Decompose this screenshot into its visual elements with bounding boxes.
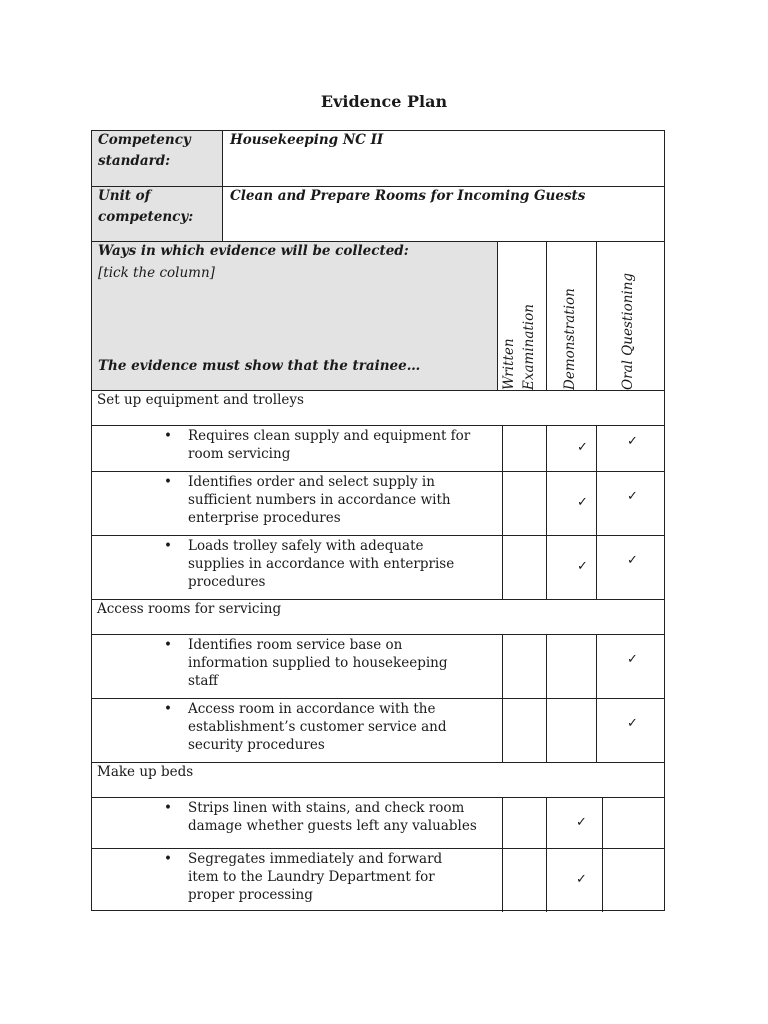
criterion-text: damage whether guests left any valuables xyxy=(188,818,477,834)
divider xyxy=(91,535,664,536)
divider xyxy=(546,848,547,912)
divider xyxy=(546,471,547,535)
criterion-text: staff xyxy=(188,673,218,689)
criterion-text: supplies in accordance with enterprise xyxy=(188,556,455,572)
divider xyxy=(546,241,547,390)
demonstration-check-icon: ✓ xyxy=(576,872,587,887)
column-header-written: Examination xyxy=(521,304,537,390)
criterion-text: establishment’s customer service and xyxy=(188,719,447,735)
divider xyxy=(596,425,597,471)
oral-check-icon: ✓ xyxy=(627,434,638,449)
divider xyxy=(596,535,597,599)
divider xyxy=(91,634,664,635)
divider xyxy=(91,848,664,849)
section-heading: Make up beds xyxy=(97,764,194,780)
bullet-point: • xyxy=(164,851,172,867)
unit-of-competency-label: competency: xyxy=(98,209,194,225)
criterion-text: Identifies order and select supply in xyxy=(188,474,435,490)
divider xyxy=(546,425,547,471)
divider xyxy=(502,848,503,912)
criterion-text: security procedures xyxy=(188,737,325,753)
unit-of-competency-value: Clean and Prepare Rooms for Incoming Guests xyxy=(230,188,586,204)
divider xyxy=(602,797,603,848)
bullet-point: • xyxy=(164,474,172,490)
competency-standard-label: Competency xyxy=(98,132,191,148)
divider xyxy=(602,848,603,912)
section-heading: Access rooms for servicing xyxy=(97,601,282,617)
oral-check-icon: ✓ xyxy=(627,652,638,667)
column-header-written: Written xyxy=(501,338,517,390)
divider xyxy=(596,698,597,762)
unit-of-competency-label: Unit of xyxy=(98,188,151,204)
divider xyxy=(502,535,503,599)
column-header-oral: Oral Questioning xyxy=(620,272,636,390)
divider xyxy=(91,698,664,699)
divider xyxy=(596,241,597,390)
demonstration-check-icon: ✓ xyxy=(577,559,588,574)
demonstration-check-icon: ✓ xyxy=(576,815,587,830)
divider xyxy=(502,797,503,848)
bullet-point: • xyxy=(164,538,172,554)
divider xyxy=(546,535,547,599)
demonstration-check-icon: ✓ xyxy=(577,440,588,455)
divider xyxy=(546,634,547,698)
bullet-point: • xyxy=(164,428,172,444)
divider xyxy=(502,471,503,535)
oral-check-icon: ✓ xyxy=(627,716,638,731)
divider xyxy=(91,797,664,798)
ways-heading: Ways in which evidence will be collected: xyxy=(98,243,409,259)
criterion-text: item to the Laundry Department for xyxy=(188,869,435,885)
criterion-text: Access room in accordance with the xyxy=(188,701,436,717)
section-heading: Set up equipment and trolleys xyxy=(97,392,304,408)
divider xyxy=(596,471,597,535)
criterion-text: Requires clean supply and equipment for xyxy=(188,428,471,444)
criterion-text: Segregates immediately and forward xyxy=(188,851,443,867)
criterion-text: Strips linen with stains, and check room xyxy=(188,800,465,816)
competency-standard-value: Housekeeping NC II xyxy=(230,132,384,148)
page-title: Evidence Plan xyxy=(320,92,448,111)
divider xyxy=(502,425,503,471)
divider xyxy=(91,471,664,472)
divider xyxy=(502,698,503,762)
criterion-text: proper processing xyxy=(188,887,313,903)
demonstration-check-icon: ✓ xyxy=(577,495,588,510)
bullet-point: • xyxy=(164,637,172,653)
divider xyxy=(546,698,547,762)
criterion-text: information supplied to housekeeping xyxy=(188,655,448,671)
criterion-text: sufficient numbers in accordance with xyxy=(188,492,451,508)
criterion-text: room servicing xyxy=(188,446,291,462)
criterion-text: Loads trolley safely with adequate xyxy=(188,538,424,554)
evidence-statement: The evidence must show that the trainee… xyxy=(98,358,421,374)
divider xyxy=(222,130,223,241)
divider xyxy=(546,797,547,848)
oral-check-icon: ✓ xyxy=(627,489,638,504)
criterion-text: procedures xyxy=(188,574,266,590)
bullet-point: • xyxy=(164,800,172,816)
divider xyxy=(497,241,498,390)
oral-check-icon: ✓ xyxy=(627,553,638,568)
competency-standard-label: standard: xyxy=(98,153,171,169)
divider xyxy=(502,634,503,698)
column-header-demonstration: Demonstration xyxy=(562,288,578,390)
divider xyxy=(596,634,597,698)
ways-instruction: [tick the column] xyxy=(98,265,215,281)
divider xyxy=(91,425,664,426)
criterion-text: enterprise procedures xyxy=(188,510,341,526)
bullet-point: • xyxy=(164,701,172,717)
criterion-text: Identifies room service base on xyxy=(188,637,403,653)
